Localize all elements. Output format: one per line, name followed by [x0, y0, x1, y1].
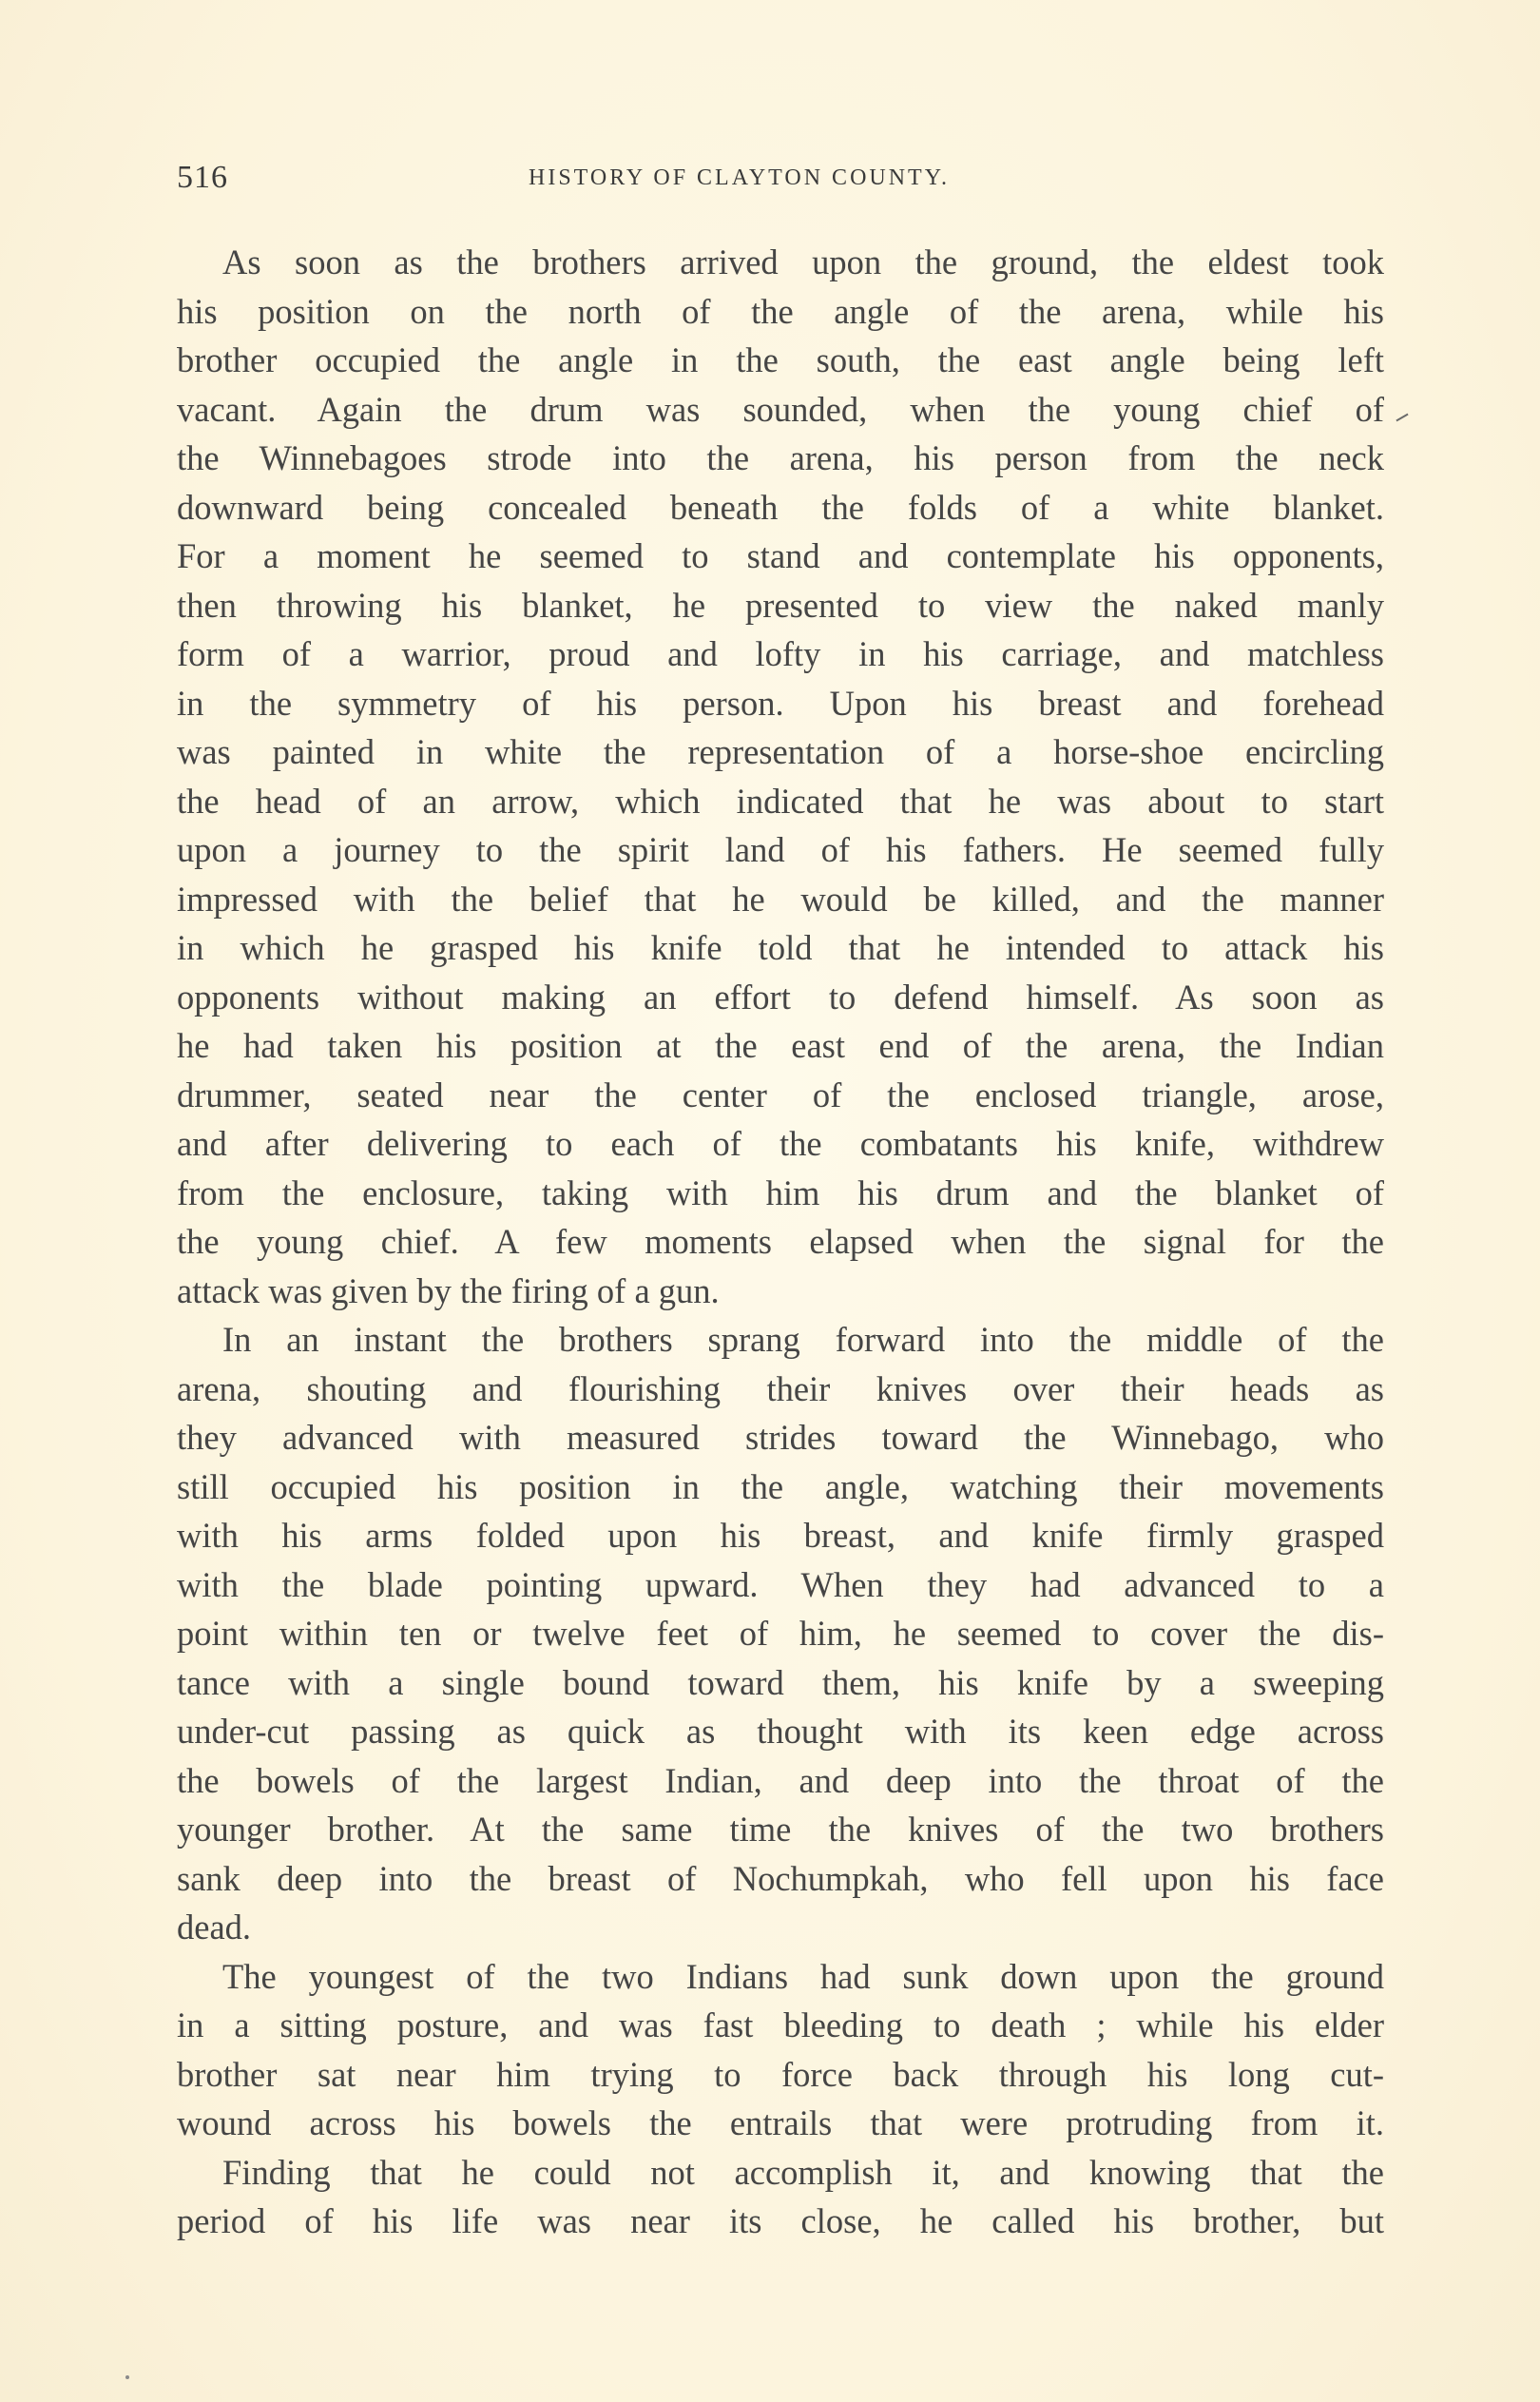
text-line: in which he grasped his knife told that he intended to attack his [177, 928, 1384, 967]
text-line: impressed with the belief that he would be killed, and the manner [177, 879, 1384, 919]
text-line: younger brother. At the same time the knives of the two brothers [177, 1810, 1384, 1849]
text-line: with his arms folded upon his breast, and knife firmly grasped [177, 1516, 1384, 1555]
speck-mark [125, 2375, 129, 2379]
text-line: sank deep into the breast of Nochumpkah, who fell upon his face [177, 1858, 1384, 1898]
text-line: the Winnebagoes strode into the arena, his person from the neck [177, 438, 1384, 477]
text-line: period of his life was near its close, he called his brother, but [177, 2201, 1384, 2240]
text-line: arena, shouting and flourishing their knives over their heads as [177, 1368, 1384, 1408]
text-line: brother occupied the angle in the south, the east angle being left [177, 340, 1384, 379]
text-line: still occupied his position in the angle, watching their movements [177, 1466, 1384, 1506]
text-line: was painted in white the representation of a horse-shoe encircling [177, 732, 1384, 771]
text-line: Finding that he could not accomplish it, and knowing that the [222, 2152, 1384, 2192]
text-line: from the enclosure, taking with him his drum and the blanket of [177, 1172, 1384, 1212]
page-header [177, 160, 1384, 207]
text-line: his position on the north of the angle of the arena, while his [177, 291, 1384, 331]
text-line: downward being concealed beneath the folds of a white blanket. [177, 487, 1384, 527]
text-line: As soon as the brothers arrived upon the ground, the eldest took [222, 242, 1384, 281]
text-line: the head of an arrow, which indicated that he was about to start [177, 781, 1384, 821]
body-text [177, 238, 1384, 2246]
text-line: he had taken his position at the east end of the arena, the Indian [177, 1026, 1384, 1065]
text-line: The youngest of the two Indians had sunk down upon the ground [222, 1956, 1384, 1996]
text-line: the bowels of the largest Indian, and deep into the throat of the [177, 1760, 1384, 1800]
text-line: wound across his bowels the entrails that were protruding from it. [177, 2103, 1384, 2142]
running-title: HISTORY OF CLAYTON COUNTY. [529, 165, 950, 190]
margin-mark [1396, 414, 1408, 422]
text-line: they advanced with measured strides toward the Winnebago, who [177, 1418, 1384, 1457]
text-line: attack was given by the firing of a gun. [177, 1270, 720, 1310]
page-number: 516 [177, 160, 228, 195]
text-line: brother sat near him trying to force back through his long cut- [177, 2054, 1384, 2094]
text-line: in the symmetry of his person. Upon his breast and forehead [177, 683, 1384, 723]
text-line: in a sitting posture, and was fast bleeding to death ; while his elder [177, 2005, 1384, 2044]
text-line: opponents without making an effort to defend himself. As soon as [177, 977, 1384, 1017]
text-line: then throwing his blanket, he presented to view the naked manly [177, 585, 1384, 625]
text-line: For a moment he seemed to stand and contemplate his opponents, [177, 536, 1384, 575]
text-line: form of a warrior, proud and lofty in his carriage, and matchless [177, 634, 1384, 673]
text-line: dead. [177, 1908, 252, 1947]
text-line: the young chief. A few moments elapsed when the signal for the [177, 1222, 1384, 1261]
text-line: upon a journey to the spirit land of his fathers. He seemed fully [177, 830, 1384, 869]
text-line: In an instant the brothers sprang forward into the middle of the [222, 1320, 1384, 1359]
text-line: under-cut passing as quick as thought with its keen edge across [177, 1712, 1384, 1751]
text-line: tance with a single bound toward them, his knife by a sweeping [177, 1662, 1384, 1702]
text-line: drummer, seated near the center of the enclosed triangle, arose, [177, 1075, 1384, 1114]
text-line: and after delivering to each of the combatants his knife, withdrew [177, 1124, 1384, 1163]
text-line: point within ten or twelve feet of him, he seemed to cover the dis- [177, 1614, 1384, 1653]
text-line: with the blade pointing upward. When they had advanced to a [177, 1564, 1384, 1604]
text-line: vacant. Again the drum was sounded, when the young chief of [177, 389, 1384, 429]
